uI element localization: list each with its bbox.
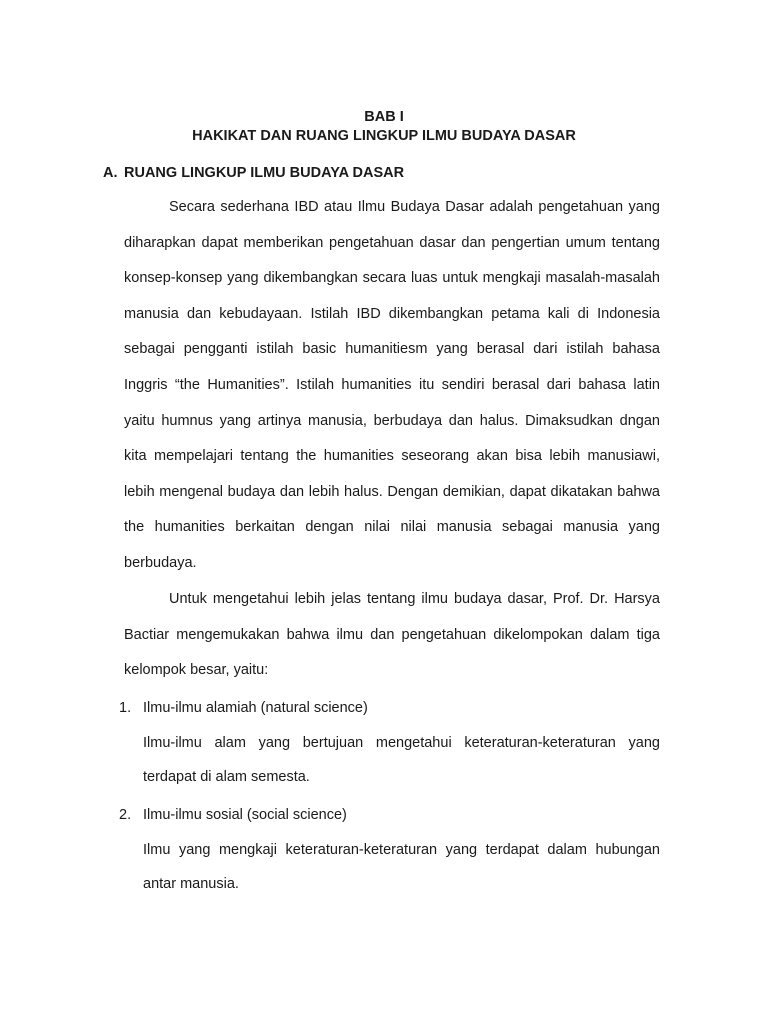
list-item-number: 2. xyxy=(119,807,132,823)
list-item-description: Ilmu yang mengkaji keteraturan-keteraturan yang terdapat dalam hubungan antar manusia. xyxy=(143,842,660,892)
paragraph: Secara sederhana IBD atau Ilmu Budaya Dasar adalah pengetahuan yang diharapkan dapat memberikan pengetahuan dasar dan pengertian umum tentang konsep-konsep yang dikembangkan secara luas untuk mengkaji masalah-masalah manusia dan kebudayaan. Istilah IBD dikembangkan petama kali di Indonesia sebagai pengganti istilah basic humanitiesm yang berasal dari istilah bahasa Inggris “the Humanities”. Istilah humanities itu sendiri berasal dari bahasa latin yaitu humnus yang artinya manusia, berbudaya dan halus. Dimaksudkan dngan kita mempelajari tentang the humanities seseorang akan bisa lebih manusiawi, lebih mengenal budaya dan lebih halus. Dengan demikian, dapat dikatakan bahwa the humanities berkaitan dengan nilai nilai manusia sebagai manusia yang berbudaya. xyxy=(124,199,660,571)
list-item-title: Ilmu-ilmu sosial (social science) xyxy=(143,807,347,823)
section-heading-text: RUANG LINGKUP ILMU BUDAYA DASAR xyxy=(124,165,405,181)
section-letter: A. xyxy=(103,165,118,181)
list-item xyxy=(119,806,347,824)
list-item-number: 1. xyxy=(119,700,132,716)
section-heading xyxy=(103,164,404,182)
chapter-label: BAB I xyxy=(364,109,404,125)
list-item xyxy=(119,699,368,717)
list-item-description: Ilmu-ilmu alam yang bertujuan mengetahui keteraturan-keteraturan yang terdapat di alam semesta. xyxy=(143,735,660,785)
chapter-title: HAKIKAT DAN RUANG LINGKUP ILMU BUDAYA DASAR xyxy=(192,128,576,144)
list-item-title: Ilmu-ilmu alamiah (natural science) xyxy=(143,700,368,716)
paragraph: Untuk mengetahui lebih jelas tentang ilmu budaya dasar, Prof. Dr. Harsya Bactiar mengemukakan bahwa ilmu dan pengetahuan dikelompokan dalam tiga kelompok besar, yaitu: xyxy=(124,591,660,679)
